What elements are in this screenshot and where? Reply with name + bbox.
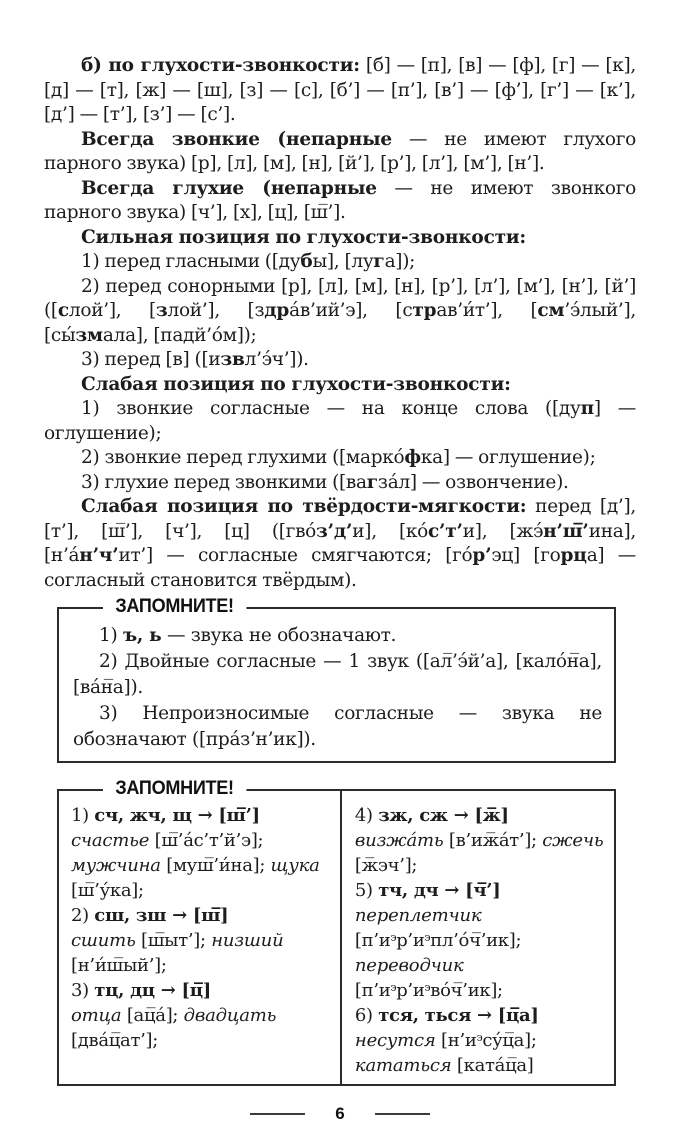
- memo-box-1-title: ЗАПОМНИТЕ!: [103, 596, 246, 618]
- rule-2: 2) сш, зш → [ш̅]: [71, 905, 229, 926]
- rule-1: 1) сч, жч, щ → [ш̅’]: [71, 805, 260, 826]
- heading-strong-position: Сильная позиция по глухости-звонкости:: [81, 226, 527, 248]
- page-content: [44, 54, 636, 1124]
- footer-rule-left: [250, 1113, 305, 1115]
- heading-weak-position-voicing: Слабая позиция по глухости-звонкости:: [81, 373, 511, 395]
- page-number: 6: [335, 1104, 345, 1123]
- item-voiced-word-end: 1) звонкие согласные — на конце слова ([дуп] — оглушение);: [44, 398, 636, 444]
- example-4: визжа́ть [в’иж̅а́т’]; сжечь [ж̅эч’];: [354, 830, 604, 876]
- example-5: переплетчик $[п’и^эр’и^эпл’о́ч̅’ик]$; переводчик $[п’и^эр’и^эво́ч̅’ик]$;: [354, 905, 522, 1001]
- rule-3: 3) тц, дц → [ц̅]: [71, 980, 211, 1001]
- item-voiceless-before-voiced: 3) глухие перед звонкими ([вагза́л] — озвончение).: [81, 471, 569, 493]
- memo1-item-2: 2) Двойные согласные — 1 звук ([ал̅’э́й’а], [кало́н̅а], [ва́н̅а]).: [73, 651, 602, 698]
- para-weak-position-hardness: Слабая позиция по твёрдости-мягкости: перед [д’], [т’], [ш̅’], [ч’], [ц] ([гво́з’д’и], [ко́с’т’и], [жэ́н’ш̅’ина], [н’а́н’ч’ит’] — согласные смягчаются; [го́р’эц] [горца] — согласный становится твёрдым).: [44, 496, 636, 591]
- memo2-left-column: [59, 803, 342, 1078]
- rule-6: 6) тся, ться → [ц̅а]: [354, 1005, 539, 1026]
- memo2-columns: [59, 803, 614, 1078]
- memo1-item-3: 3) Непроизносимые согласные — звука не обозначают ([пра́з’н’ик]).: [73, 703, 602, 750]
- memo-box-2-title: ЗАПОМНИТЕ!: [103, 778, 246, 800]
- para-voicing-pairs: б) по глухости-звонкости: [б] — [п], [в] — [ф], [г] — [к], [д] — [т], [ж] — [ш], [з] — [с], [б’] — [п’], [в’] — [ф’], [г’] — [к’], [д’] — [т’], [з’] — [с’].: [44, 55, 637, 125]
- column-divider: [340, 791, 342, 1084]
- example-6: несутся $[н’и^эсу́ц̅а]$; кататься [ката́ц̅а]: [354, 1030, 537, 1076]
- item-before-sonorants: 2) перед сонорными [р], [л], [м], [н], [р’], [л’], [м’], [н’], [й’] ([слой’], [злой’], [здра́в’ий’э], [страв’и́т’], [см’э́лый’], [сы́змала], [падй’о́м]);: [44, 275, 636, 346]
- para-always-voiced: Всегда звонкие (непарные — не имеют глухого парного звука) [р], [л], [м], [н], [й’], [р’], [л’], [м’], [н’].: [44, 128, 637, 174]
- item-before-v: 3) перед [в] ([извл’э́ч’]).: [81, 349, 309, 370]
- footer-rule-right: [375, 1113, 430, 1115]
- page-footer: [44, 1104, 636, 1124]
- example-3: отца [ац̅а́]; двадцать [два́ц̅ат’];: [71, 1005, 277, 1051]
- rule-4: 4) зж, сж → [ж̅]: [354, 805, 509, 826]
- item-voiced-before-voiceless: 2) звонкие перед глухими ([марко́фка] — оглушение);: [81, 447, 596, 468]
- memo-box-1: [57, 596, 616, 763]
- memo-box-2: [57, 778, 616, 1086]
- item-before-vowels: 1) перед гласными ([дубы], [луга]);: [81, 251, 416, 272]
- memo2-right-column: [342, 803, 614, 1078]
- example-1: счастье [ш̅’а́с’т’й’э]; мужчина [муш̅’и́на]; щука [ш̅’у́ка];: [71, 830, 320, 901]
- memo1-item-1: 1) ъ, ь — звука не обозначают.: [99, 625, 397, 646]
- para-always-voiceless: Всегда глухие (непарные — не имеют звонкого парного звука) [ч’], [х], [ц], [ш̅’].: [44, 177, 636, 223]
- example-2: сшить [ш̅ыт’]; низший [н’и́ш̅ый’];: [71, 930, 284, 976]
- rule-5: 5) тч, дч → [ч̅’]: [354, 880, 501, 901]
